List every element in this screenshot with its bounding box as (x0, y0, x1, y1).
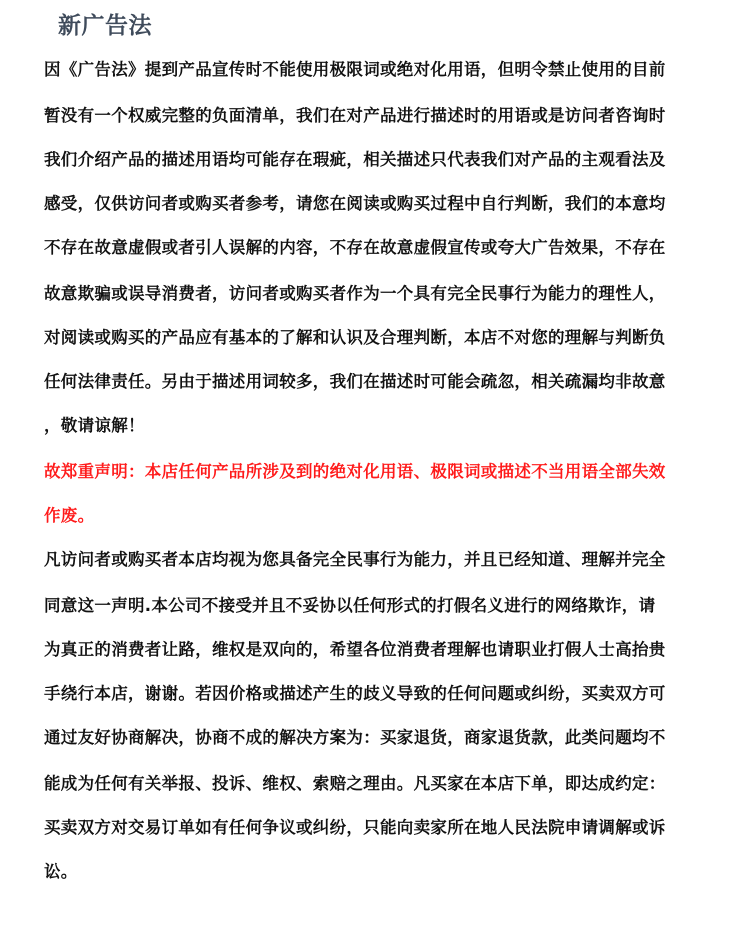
paragraph-1-line: 故意欺骗或误导消费者，访问者或购买者作为一个具有完全民事行为能力的理性人， (44, 284, 666, 303)
paragraph-1-line: 因《广告法》提到产品宣传时不能使用极限词或绝对化用语，但明令禁止使用的目前 (44, 60, 666, 79)
paragraph-1-line: 我们介绍产品的描述用语均可能存在瑕疵，相关描述只代表我们对产品的主观看法及 (44, 150, 666, 169)
paragraph-3-line: 买卖双方对交易订单如有任何争议或纠纷，只能向卖家所在地人民法院申请调解或诉 (44, 818, 666, 837)
declaration-line: 作废。 (44, 506, 95, 525)
declaration-line: 故郑重声明：本店任何产品所涉及到的绝对化用语、极限词或描述不当用语全部失效 (44, 462, 666, 481)
paragraph-3-line: 同意这一声明.本公司不接受并且不妥协以任何形式的打假名义进行的网络欺诈，请 (44, 596, 656, 615)
paragraph-3-line: 讼。 (44, 862, 78, 881)
page-title: 新广告法 (58, 13, 152, 39)
paragraph-1-line: ，敬请谅解！ (44, 416, 145, 435)
paragraph-3-line: 能成为任何有关举报、投诉、维权、索赔之理由。凡买家在本店下单，即达成约定： (44, 774, 666, 793)
paragraph-1-line: 感受，仅供访问者或购买者参考，请您在阅读或购买过程中自行判断，我们的本意均 (44, 194, 666, 213)
paragraph-1-line: 对阅读或购买的产品应有基本的了解和认识及合理判断，本店不对您的理解与判断负 (44, 328, 666, 347)
paragraph-3-line: 凡访问者或购买者本店均视为您具备完全民事行为能力，并且已经知道、理解并完全 (44, 550, 666, 569)
paragraph-1-line: 暂没有一个权威完整的负面清单，我们在对产品进行描述时的用语或是访问者咨询时 (44, 106, 666, 125)
paragraph-3-line: 为真正的消费者让路，维权是双向的，希望各位消费者理解也请职业打假人士高抬贵 (44, 640, 666, 659)
paragraph-3-line: 手绕行本店，谢谢。若因价格或描述产生的歧义导致的任何问题或纠纷，买卖双方可 (44, 684, 666, 703)
paragraph-1-line: 任何法律责任。另由于描述用词较多，我们在描述时可能会疏忽，相关疏漏均非故意 (44, 372, 666, 391)
paragraph-1-line: 不存在故意虚假或者引人误解的内容，不存在故意虚假宣传或夸大广告效果，不存在 (44, 238, 666, 257)
paragraph-3-line: 通过友好协商解决，协商不成的解决方案为：买家退货，商家退货款，此类问题均不 (44, 728, 666, 747)
